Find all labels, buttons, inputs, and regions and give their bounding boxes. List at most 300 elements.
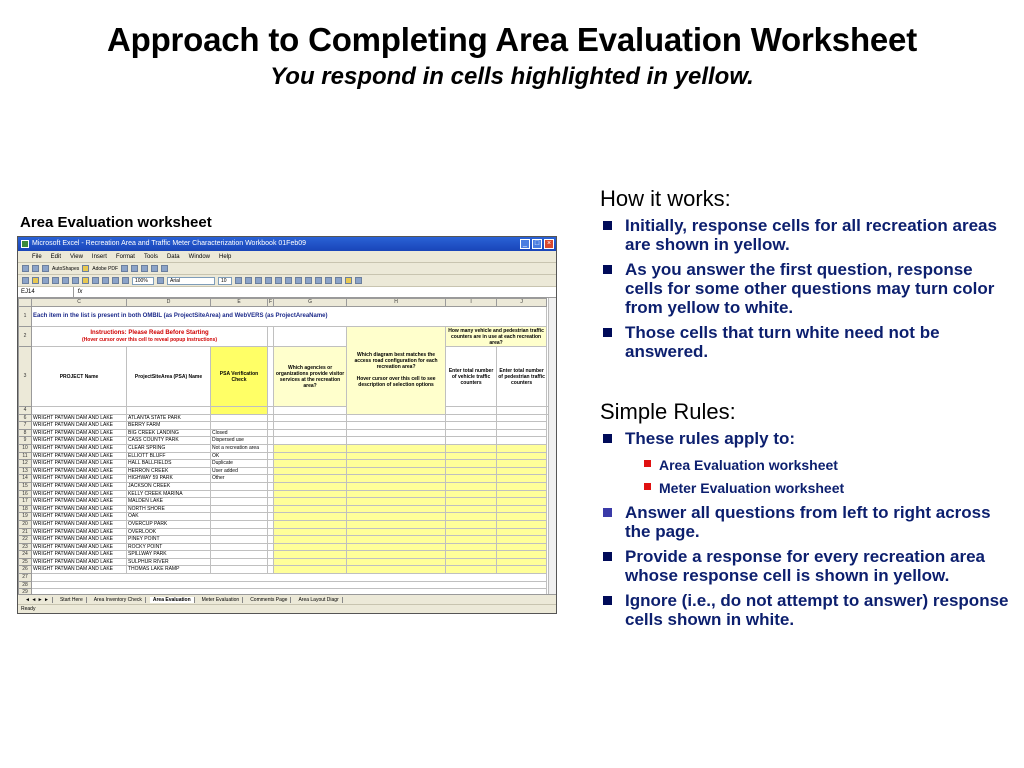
sort-icon[interactable]: [112, 277, 119, 284]
shadow-tool-icon[interactable]: [161, 265, 168, 272]
row-header[interactable]: 18: [19, 505, 32, 513]
psa-name-cell[interactable]: CASS COUNTY PARK: [127, 437, 211, 445]
blank-cell: [32, 581, 547, 589]
font-color-icon[interactable]: [355, 277, 362, 284]
maximize-button[interactable]: □: [532, 239, 542, 249]
vehicle-response-cell[interactable]: [446, 498, 497, 506]
autoshapes-button[interactable]: AutoShapes: [52, 265, 80, 272]
table-row: [19, 475, 550, 483]
diagram-response-cell[interactable]: [347, 536, 446, 544]
agencies-response-cell[interactable]: [274, 498, 347, 506]
bullet-text: Answer all questions from left to right across the page.: [625, 503, 991, 541]
diagram-response-cell[interactable]: [347, 558, 446, 566]
agencies-response-cell[interactable]: [274, 467, 347, 475]
simple-rules-heading: Simple Rules:: [600, 399, 736, 424]
blank-cell: [32, 574, 547, 582]
psa-name-cell[interactable]: BERRY FARM: [127, 422, 211, 430]
underline-icon[interactable]: [255, 277, 262, 284]
pedestrian-response-cell[interactable]: [497, 460, 547, 468]
project-name-cell[interactable]: WRIGHT PATMAN DAM AND LAKE: [32, 467, 127, 475]
row-header[interactable]: 16: [19, 490, 32, 498]
psa-name-cell[interactable]: OVERCUP PARK: [127, 520, 211, 528]
agencies-response-cell[interactable]: [274, 422, 347, 430]
vehicle-response-cell[interactable]: [446, 422, 497, 430]
pedestrian-response-cell[interactable]: [497, 543, 547, 551]
psa-name-cell[interactable]: HERRON CREEK: [127, 467, 211, 475]
blank-cell: [446, 407, 497, 415]
agencies-response-cell[interactable]: [274, 543, 347, 551]
tab-start-here[interactable]: Start Here: [57, 597, 87, 603]
row-header[interactable]: 22: [19, 536, 32, 544]
vehicle-response-cell[interactable]: [446, 437, 497, 445]
vehicle-response-cell[interactable]: [446, 551, 497, 559]
row-header[interactable]: 12: [19, 460, 32, 468]
arrow-tool-icon[interactable]: [22, 265, 29, 272]
counters-question-cell[interactable]: How many vehicle and pedestrian traffic counters are in use at each recreation area?: [446, 327, 547, 347]
row-header[interactable]: 26: [19, 566, 32, 574]
psa-name-cell[interactable]: BIG CREEK LANDING: [127, 429, 211, 437]
agencies-response-cell[interactable]: [274, 566, 347, 574]
row-header[interactable]: 17: [19, 498, 32, 506]
minimize-button[interactable]: _: [520, 239, 530, 249]
list-item: [600, 591, 1010, 629]
diagram-response-cell[interactable]: [347, 422, 446, 430]
how-it-works-heading: How it works:: [600, 186, 731, 211]
project-name-cell[interactable]: WRIGHT PATMAN DAM AND LAKE: [32, 444, 127, 452]
project-name-cell[interactable]: WRIGHT PATMAN DAM AND LAKE: [32, 566, 127, 574]
row-header[interactable]: 19: [19, 513, 32, 521]
rectangle-tool-icon[interactable]: [32, 265, 39, 272]
currency-icon[interactable]: [305, 277, 312, 284]
list-item: [600, 216, 1010, 254]
row-header[interactable]: 13: [19, 467, 32, 475]
agencies-response-cell[interactable]: [274, 528, 347, 536]
agencies-response-cell[interactable]: [274, 414, 347, 422]
square-bullet-icon: [603, 328, 612, 337]
vehicle-response-cell[interactable]: [446, 566, 497, 574]
table-row: [19, 467, 550, 475]
diagram-response-cell[interactable]: [347, 566, 446, 574]
psa-name-cell[interactable]: JACKSON CREEK: [127, 482, 211, 490]
psa-check-cell[interactable]: Dispersed use: [211, 437, 268, 445]
sub-bullet-text: Area Evaluation worksheet: [659, 457, 838, 473]
agencies-response-cell[interactable]: [274, 513, 347, 521]
diagram-response-cell[interactable]: [347, 520, 446, 528]
excel-window: [17, 236, 557, 614]
psa-name-cell[interactable]: OAK: [127, 513, 211, 521]
agencies-response-cell[interactable]: [274, 444, 347, 452]
sheet-row-1: [19, 307, 550, 327]
psa-check-cell[interactable]: [211, 414, 268, 422]
diagram-response-cell[interactable]: [347, 551, 446, 559]
agencies-response-cell[interactable]: [274, 429, 347, 437]
vehicle-response-cell[interactable]: [446, 505, 497, 513]
center-icon[interactable]: [275, 277, 282, 284]
column-header-g[interactable]: G: [274, 299, 347, 307]
pedestrian-response-cell[interactable]: [497, 536, 547, 544]
vehicle-response-cell[interactable]: [446, 475, 497, 483]
tab-nav-arrows[interactable]: ◄ ◄ ► ►: [22, 597, 53, 603]
diagram-response-cell[interactable]: [347, 543, 446, 551]
project-name-header[interactable]: PROJECT Name: [32, 347, 127, 407]
italic-icon[interactable]: [245, 277, 252, 284]
pedestrian-response-cell[interactable]: [497, 482, 547, 490]
vehicle-response-cell[interactable]: [446, 460, 497, 468]
psa-check-cell[interactable]: User added: [211, 467, 268, 475]
borders-icon[interactable]: [335, 277, 342, 284]
vehicle-response-cell[interactable]: [446, 536, 497, 544]
row-header[interactable]: 14: [19, 475, 32, 483]
psa-name-cell[interactable]: MALDEN LAKE: [127, 498, 211, 506]
tab-meter-evaluation[interactable]: Meter Evaluation: [199, 597, 244, 603]
row-header[interactable]: 20: [19, 520, 32, 528]
font-size-select[interactable]: 10: [218, 277, 232, 285]
row-header[interactable]: 7: [19, 422, 32, 430]
tab-comments-page[interactable]: Comments Page: [247, 597, 291, 603]
project-name-cell[interactable]: WRIGHT PATMAN DAM AND LAKE: [32, 558, 127, 566]
bullet-text: Ignore (i.e., do not attempt to answer) response cells shown in white.: [625, 591, 1009, 629]
menu-data[interactable]: Data: [166, 254, 180, 260]
pedestrian-response-cell[interactable]: [497, 490, 547, 498]
new-icon[interactable]: [22, 277, 29, 284]
menu-insert[interactable]: Insert: [91, 254, 107, 260]
fill-color-icon[interactable]: [345, 277, 352, 284]
diagram-response-cell[interactable]: [347, 429, 446, 437]
align-left-icon[interactable]: [265, 277, 272, 284]
psa-name-cell[interactable]: PINEY POINT: [127, 536, 211, 544]
project-name-cell[interactable]: WRIGHT PATMAN DAM AND LAKE: [32, 520, 127, 528]
project-name-cell[interactable]: WRIGHT PATMAN DAM AND LAKE: [32, 422, 127, 430]
explanation-panel: [600, 186, 1010, 635]
help-icon[interactable]: [157, 277, 164, 284]
psa-check-cell[interactable]: [211, 543, 268, 551]
psa-check-header[interactable]: PSA Verification Check: [211, 347, 268, 407]
blank-cell: [127, 407, 211, 415]
agencies-response-cell[interactable]: [274, 536, 347, 544]
pedestrian-response-cell[interactable]: [497, 528, 547, 536]
menu-bar: [18, 251, 556, 263]
row-header[interactable]: 28: [19, 581, 32, 589]
column-header-i[interactable]: I: [446, 299, 497, 307]
intro-cell[interactable]: Each item in the list is present in both OMBIL (as ProjectSiteArea) and WebVERS (as ProjectAreaName): [32, 307, 547, 327]
project-name-cell[interactable]: WRIGHT PATMAN DAM AND LAKE: [32, 460, 127, 468]
menu-format[interactable]: Format: [115, 254, 135, 260]
project-name-cell[interactable]: WRIGHT PATMAN DAM AND LAKE: [32, 490, 127, 498]
agencies-response-cell[interactable]: [274, 437, 347, 445]
agencies-response-cell[interactable]: [274, 452, 347, 460]
sheet-row-29: [19, 589, 550, 594]
diagram-response-cell[interactable]: [347, 482, 446, 490]
diagram-response-cell[interactable]: [347, 414, 446, 422]
psa-check-cell[interactable]: [211, 558, 268, 566]
project-name-cell[interactable]: WRIGHT PATMAN DAM AND LAKE: [32, 551, 127, 559]
agencies-response-cell[interactable]: [274, 460, 347, 468]
psa-check-cell[interactable]: [211, 536, 268, 544]
zoom-select[interactable]: 100%: [132, 277, 154, 285]
project-name-cell[interactable]: WRIGHT PATMAN DAM AND LAKE: [32, 513, 127, 521]
tab-area-layout-diagram[interactable]: Area Layout Diagr: [295, 597, 342, 603]
row-header[interactable]: 24: [19, 551, 32, 559]
drawing-toolbar: [18, 263, 556, 275]
pedestrian-response-cell[interactable]: [497, 437, 547, 445]
row-header[interactable]: 4: [19, 407, 32, 415]
diagram-response-cell[interactable]: [347, 437, 446, 445]
diagram-response-cell[interactable]: [347, 460, 446, 468]
pedestrian-response-cell[interactable]: [497, 422, 547, 430]
table-row: [19, 452, 550, 460]
psa-name-header[interactable]: ProjectSiteArea (PSA) Name: [127, 347, 211, 407]
psa-check-cell[interactable]: Duplicate: [211, 460, 268, 468]
agencies-response-cell[interactable]: [274, 482, 347, 490]
worksheet-table[interactable]: [18, 298, 550, 594]
merge-icon[interactable]: [295, 277, 302, 284]
psa-check-cell[interactable]: Other: [211, 475, 268, 483]
vehicle-response-cell[interactable]: [446, 429, 497, 437]
row-header[interactable]: 6: [19, 414, 32, 422]
column-header-e[interactable]: E: [211, 299, 268, 307]
open-icon[interactable]: [32, 277, 39, 284]
project-name-cell[interactable]: WRIGHT PATMAN DAM AND LAKE: [32, 505, 127, 513]
oval-tool-icon[interactable]: [42, 265, 49, 272]
pdf-icon[interactable]: [82, 265, 89, 272]
diagram-response-cell[interactable]: [347, 513, 446, 521]
project-name-cell[interactable]: WRIGHT PATMAN DAM AND LAKE: [32, 414, 127, 422]
agencies-response-cell[interactable]: [274, 558, 347, 566]
vehicle-response-cell[interactable]: [446, 513, 497, 521]
project-name-cell[interactable]: WRIGHT PATMAN DAM AND LAKE: [32, 475, 127, 483]
blank-cell: [32, 407, 127, 415]
row-header[interactable]: 11: [19, 452, 32, 460]
bullet-text: Those cells that turn white need not be answered.: [625, 323, 940, 361]
fx-icon[interactable]: fx: [77, 289, 83, 295]
simple-rules-list: [600, 429, 1010, 629]
blank-cell: [274, 327, 347, 347]
pedestrian-response-cell[interactable]: [497, 467, 547, 475]
diagram-response-cell[interactable]: [347, 528, 446, 536]
diagram-response-cell[interactable]: [347, 505, 446, 513]
column-header-j[interactable]: J: [497, 299, 547, 307]
diagram-response-cell[interactable]: [347, 498, 446, 506]
blank-cell: [274, 407, 347, 415]
psa-name-cell[interactable]: THOMAS LAKE RAMP: [127, 566, 211, 574]
vehicle-response-cell[interactable]: [446, 482, 497, 490]
psa-name-cell[interactable]: KELLY CREEK MARINA: [127, 490, 211, 498]
vehicle-response-cell[interactable]: [446, 543, 497, 551]
data-rows: [19, 414, 550, 573]
agencies-question-cell[interactable]: Which agencies or organizations provide visitor services at the recreation area?: [274, 347, 347, 407]
psa-check-cell[interactable]: [211, 482, 268, 490]
psa-check-cell[interactable]: [211, 505, 268, 513]
psa-check-cell[interactable]: OK: [211, 452, 268, 460]
psa-name-cell[interactable]: SULPHUR RIVER: [127, 558, 211, 566]
align-right-icon[interactable]: [285, 277, 292, 284]
bullet-text: Provide a response for every recreation area whose response cell is shown in yellow.: [625, 547, 986, 585]
font-name-select[interactable]: Arial: [167, 277, 215, 285]
sheet-tabs: [18, 594, 556, 604]
psa-check-cell[interactable]: [211, 566, 268, 574]
project-name-cell[interactable]: WRIGHT PATMAN DAM AND LAKE: [32, 452, 127, 460]
sum-icon[interactable]: [102, 277, 109, 284]
psa-check-cell[interactable]: [211, 551, 268, 559]
vehicle-response-cell[interactable]: [446, 558, 497, 566]
vehicle-response-cell[interactable]: [446, 467, 497, 475]
vehicle-response-cell[interactable]: [446, 452, 497, 460]
row-header[interactable]: 1: [19, 307, 32, 327]
project-name-cell[interactable]: WRIGHT PATMAN DAM AND LAKE: [32, 498, 127, 506]
row-header[interactable]: 25: [19, 558, 32, 566]
vertical-scrollbar[interactable]: [548, 298, 556, 594]
line-tool-icon[interactable]: [151, 265, 158, 272]
agencies-response-cell[interactable]: [274, 505, 347, 513]
menu-view[interactable]: View: [70, 254, 83, 260]
table-row: [19, 429, 550, 437]
psa-name-cell[interactable]: OVERLOOK: [127, 528, 211, 536]
print-icon[interactable]: [52, 277, 59, 284]
pedestrian-response-cell[interactable]: [497, 429, 547, 437]
row-header[interactable]: 2: [19, 327, 32, 347]
copy-icon[interactable]: [72, 277, 79, 284]
pedestrian-response-cell[interactable]: [497, 566, 547, 574]
row-header[interactable]: 10: [19, 444, 32, 452]
save-icon[interactable]: [42, 277, 49, 284]
vehicle-counters-header[interactable]: Enter total number of vehicle traffic counters: [446, 347, 497, 407]
agencies-response-cell[interactable]: [274, 490, 347, 498]
psa-name-cell[interactable]: ROCKY POINT: [127, 543, 211, 551]
psa-name-cell[interactable]: ELLIOTT BLUFF: [127, 452, 211, 460]
psa-name-cell[interactable]: CLEAR SPRING: [127, 444, 211, 452]
name-box[interactable]: EJ14: [18, 287, 74, 297]
agencies-response-cell[interactable]: [274, 520, 347, 528]
row-header[interactable]: 27: [19, 574, 32, 582]
project-name-cell[interactable]: WRIGHT PATMAN DAM AND LAKE: [32, 543, 127, 551]
row-header[interactable]: 3: [19, 347, 32, 407]
worksheet-grid[interactable]: [18, 298, 556, 594]
diagram-question-cell[interactable]: [347, 327, 446, 415]
row-header[interactable]: 8: [19, 429, 32, 437]
vehicle-response-cell[interactable]: [446, 444, 497, 452]
menu-edit[interactable]: Edit: [50, 254, 62, 260]
vehicle-response-cell[interactable]: [446, 414, 497, 422]
table-row: [19, 551, 550, 559]
psa-check-cell[interactable]: Closed: [211, 429, 268, 437]
paste-icon[interactable]: [82, 277, 89, 284]
psa-check-cell[interactable]: [211, 490, 268, 498]
column-header-f[interactable]: F: [269, 299, 273, 306]
psa-name-cell[interactable]: ATLANTA STATE PARK: [127, 414, 211, 422]
percent-icon[interactable]: [315, 277, 322, 284]
square-bullet-icon: [603, 434, 612, 443]
adobe-pdf-button[interactable]: Adobe PDF: [92, 265, 119, 272]
applies-to-list: [643, 456, 1010, 497]
column-header-d[interactable]: D: [127, 299, 211, 307]
square-bullet-icon: [603, 221, 612, 230]
row-header[interactable]: 29: [19, 589, 32, 594]
pedestrian-response-cell[interactable]: [497, 513, 547, 521]
project-name-cell[interactable]: WRIGHT PATMAN DAM AND LAKE: [32, 536, 127, 544]
project-name-cell[interactable]: WRIGHT PATMAN DAM AND LAKE: [32, 528, 127, 536]
align-tool-icon[interactable]: [141, 265, 148, 272]
row-header[interactable]: 23: [19, 543, 32, 551]
list-item: [643, 456, 1010, 474]
pedestrian-response-cell[interactable]: [497, 475, 547, 483]
menu-tools[interactable]: Tools: [143, 254, 158, 260]
instructions-cell[interactable]: [32, 327, 268, 347]
menu-help[interactable]: Help: [219, 254, 232, 260]
psa-check-cell[interactable]: [211, 422, 268, 430]
diagram-response-cell[interactable]: [347, 490, 446, 498]
pedestrian-response-cell[interactable]: [497, 520, 547, 528]
vehicle-response-cell[interactable]: [446, 490, 497, 498]
vehicle-response-cell[interactable]: [446, 528, 497, 536]
psa-check-cell[interactable]: Not a recreation area: [211, 444, 268, 452]
bold-icon[interactable]: [235, 277, 242, 284]
chart-icon[interactable]: [122, 277, 129, 284]
pedestrian-response-cell[interactable]: [497, 505, 547, 513]
table-row: [19, 558, 550, 566]
diagram-response-cell[interactable]: [347, 452, 446, 460]
vehicle-response-cell[interactable]: [446, 520, 497, 528]
diagram-response-cell[interactable]: [347, 475, 446, 483]
close-button[interactable]: ×: [544, 239, 554, 249]
border-tool-icon[interactable]: [131, 265, 138, 272]
undo-icon[interactable]: [92, 277, 99, 284]
pedestrian-response-cell[interactable]: [497, 498, 547, 506]
menu-window[interactable]: Window: [188, 254, 210, 260]
format-tool-icon[interactable]: [121, 265, 128, 272]
cut-icon[interactable]: [62, 277, 69, 284]
agencies-response-cell[interactable]: [274, 551, 347, 559]
diagram-response-cell[interactable]: [347, 467, 446, 475]
pedestrian-counters-header[interactable]: Enter total number of pedestrian traffic counters: [497, 347, 547, 407]
pedestrian-response-cell[interactable]: [497, 558, 547, 566]
psa-name-cell[interactable]: SPILLWAY PARK: [127, 551, 211, 559]
row-header[interactable]: 15: [19, 482, 32, 490]
psa-name-cell[interactable]: HALL BALLFIELDS: [127, 460, 211, 468]
red-square-bullet-icon: [644, 483, 651, 490]
tab-area-evaluation[interactable]: Area Evaluation: [150, 597, 195, 603]
agencies-response-cell[interactable]: [274, 475, 347, 483]
psa-check-cell[interactable]: [211, 528, 268, 536]
table-row: [19, 513, 550, 521]
screenshot-caption: Area Evaluation worksheet: [20, 214, 212, 231]
blank-cell: [211, 407, 268, 415]
project-name-cell[interactable]: WRIGHT PATMAN DAM AND LAKE: [32, 482, 127, 490]
psa-check-cell[interactable]: [211, 520, 268, 528]
pedestrian-response-cell[interactable]: [497, 414, 547, 422]
project-name-cell[interactable]: WRIGHT PATMAN DAM AND LAKE: [32, 429, 127, 437]
sheet-row-4: [19, 407, 550, 415]
tab-area-inventory-check[interactable]: Area Inventory Check: [91, 597, 146, 603]
table-row: [19, 536, 550, 544]
psa-name-cell[interactable]: HIGHWAY 59 PARK: [127, 475, 211, 483]
row-header[interactable]: 9: [19, 437, 32, 445]
pedestrian-response-cell[interactable]: [497, 452, 547, 460]
column-header-h[interactable]: H: [347, 299, 446, 307]
pedestrian-response-cell[interactable]: [497, 444, 547, 452]
select-all-corner[interactable]: [19, 299, 32, 307]
indent-icon[interactable]: [325, 277, 332, 284]
diagram-response-cell[interactable]: [347, 444, 446, 452]
column-header-c[interactable]: C: [32, 299, 127, 307]
pedestrian-response-cell[interactable]: [497, 551, 547, 559]
psa-check-cell[interactable]: [211, 498, 268, 506]
bullet-text: These rules apply to:: [625, 429, 796, 448]
menu-file[interactable]: File: [32, 254, 42, 260]
psa-check-cell[interactable]: [211, 513, 268, 521]
psa-name-cell[interactable]: NORTH SHORE: [127, 505, 211, 513]
row-header[interactable]: 21: [19, 528, 32, 536]
project-name-cell[interactable]: WRIGHT PATMAN DAM AND LAKE: [32, 437, 127, 445]
